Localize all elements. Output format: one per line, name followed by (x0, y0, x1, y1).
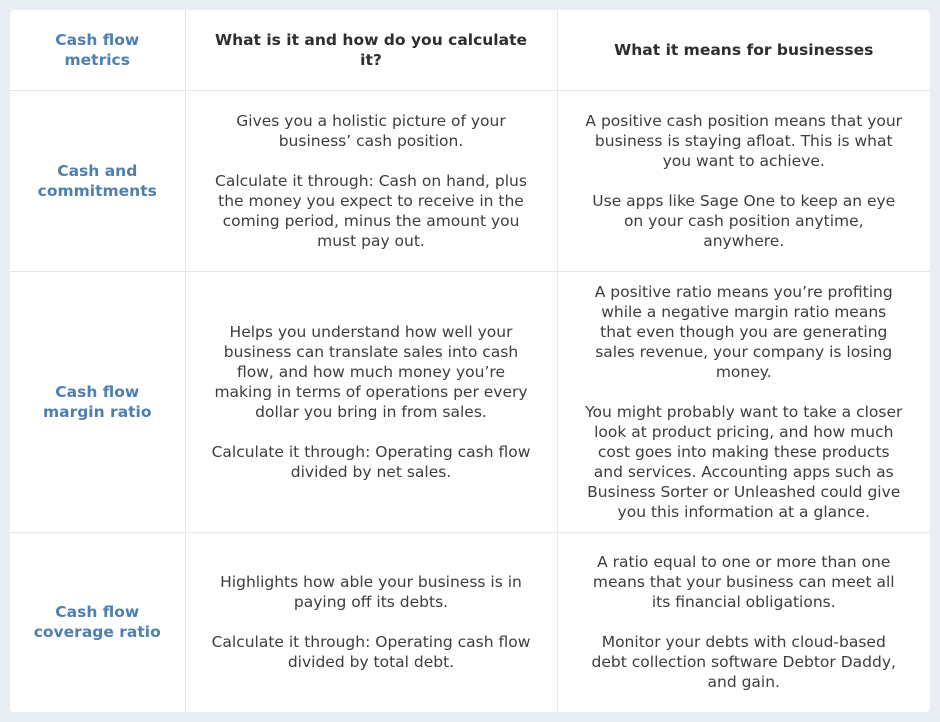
calculation-cell (185, 271, 557, 532)
meaning-cell (557, 532, 930, 712)
metric-name: Cash flow margin ratio (10, 271, 185, 532)
header-calculation: What is it and how do you calculate it? (185, 10, 557, 90)
meaning-tip: Use apps like Sage One to keep an eye on your cash position anytime, anywhere. (592, 191, 896, 250)
meaning-text: A positive cash position means that your business is staying afloat. This is what you want to achieve. (585, 111, 903, 170)
meaning-cell (557, 271, 930, 532)
table-header-row (10, 10, 930, 90)
header-metric: Cash flow metrics (10, 10, 185, 90)
cash-flow-metrics-card (10, 10, 930, 712)
table-row (10, 90, 930, 271)
meaning-text: A ratio equal to one or more than one means that your business can meet all its financial obligations. (592, 553, 895, 612)
calculation-description: Highlights how able your business is in paying off its debts. (220, 573, 522, 612)
calculation-description: Gives you a holistic picture of your business’ cash position. (236, 111, 506, 150)
calculation-description: Helps you understand how well your business can translate sales into cash flow, and how much money you’re making in terms of operations per every dollar you bring in from sales. (214, 322, 528, 421)
cash-flow-metrics-table (10, 10, 930, 712)
calculation-formula: Calculate it through: Operating cash flow divided by total debt. (211, 633, 531, 672)
calculation-formula: Calculate it through: Cash on hand, plus the money you expect to receive in the coming period, minus the amount you must pay out. (215, 171, 527, 250)
calculation-cell (185, 532, 557, 712)
meaning-text: A positive ratio means you’re profiting while a negative margin ratio means that even though you are generating sales revenue, your company is losing money. (594, 282, 893, 381)
meaning-cell (557, 90, 930, 271)
meaning-tip: Monitor your debts with cloud-based debt collection software Debtor Daddy, and gain. (591, 633, 896, 692)
header-meaning: What it means for businesses (557, 10, 930, 90)
table-row (10, 532, 930, 712)
meaning-tip: You might probably want to take a closer look at product pricing, and how much cost goes into making these products and services. Accounting apps such as Business Sorter or Unleashed could give you this information at a glance. (585, 402, 903, 521)
table-row (10, 271, 930, 532)
metric-name: Cash and commitments (10, 90, 185, 271)
calculation-formula: Calculate it through: Operating cash flow divided by net sales. (211, 442, 531, 481)
metric-name: Cash flow coverage ratio (10, 532, 185, 712)
calculation-cell (185, 90, 557, 271)
